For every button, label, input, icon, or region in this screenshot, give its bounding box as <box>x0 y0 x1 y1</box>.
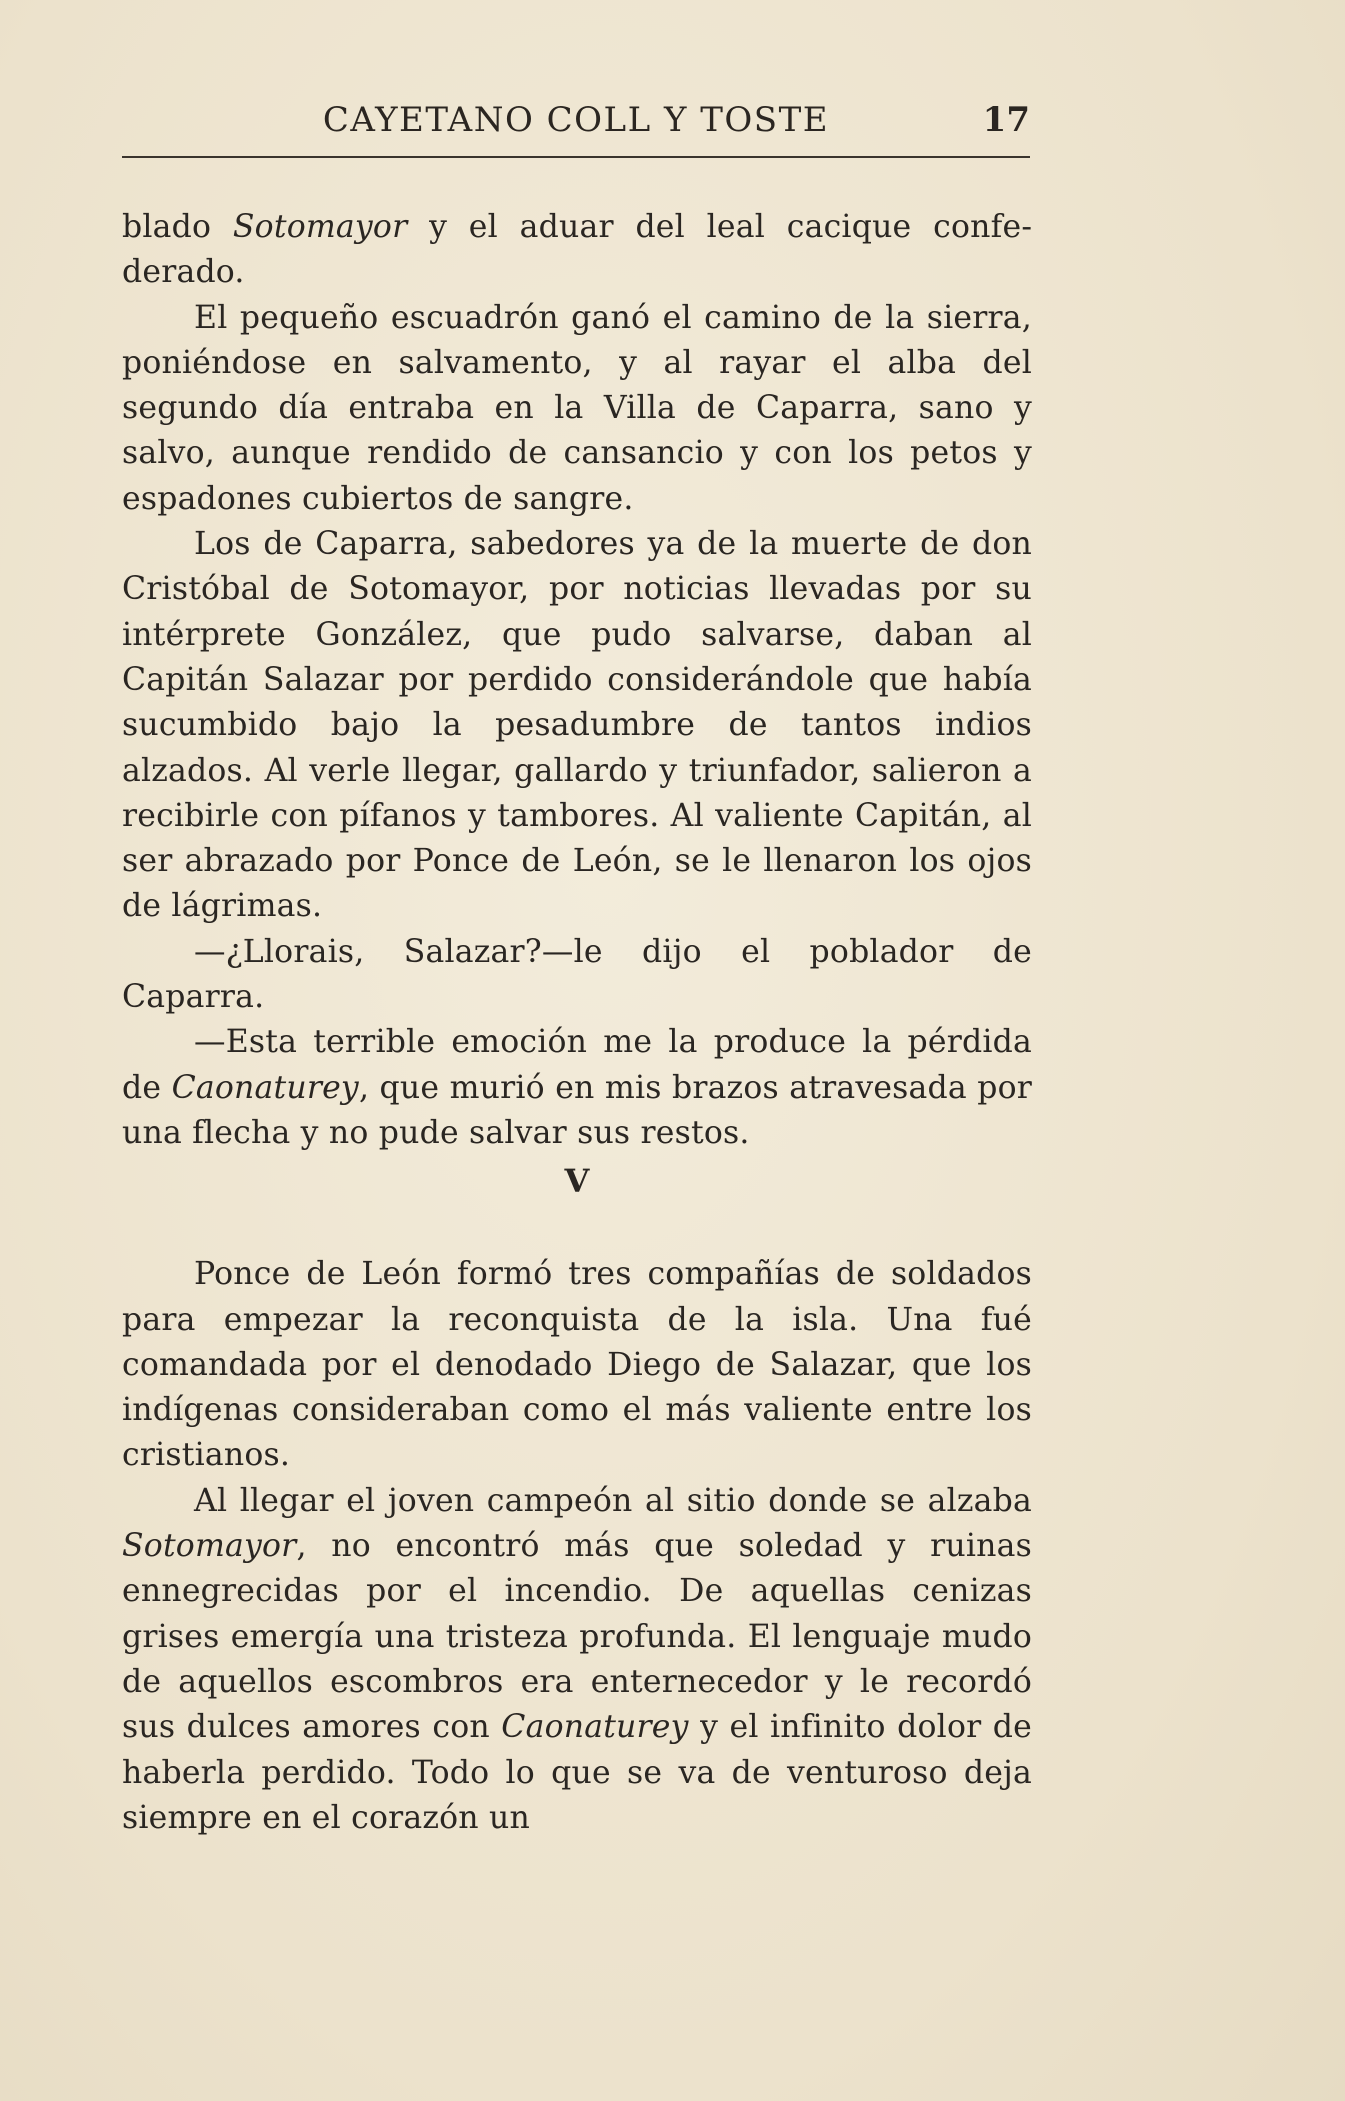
running-head: CAYETANO COLL Y TOSTE <box>322 100 830 140</box>
text-run: Al llegar el joven campeón al sitio donde se alzaba <box>194 1482 1032 1519</box>
text-run: —Esta terrible emoción me la produce la pérdida de <box>122 1024 1032 1106</box>
text-run: blado <box>122 209 233 245</box>
header-rule <box>122 156 1030 158</box>
paragraph: Los de Caparra, sabedores ya de la muerte de don Cristóbal de Sotomayor, por noticias llevadas por su intérprete González, que pudo salvarse, daban al Capitán Salazar por perdido considerándole que había sucumbido bajo la pesadumbre de tantos indios alzados. Al verle llegar, gallardo y triunfador, salieron a recibirle con pífanos y tambores. Al valiente Capitán, al ser abrazado por Ponce de León, se le llenaron los ojos de lágrimas. <box>122 526 1032 925</box>
page-header <box>122 92 1030 152</box>
body-text <box>122 205 1032 1841</box>
italic-place-name: Sotomayor <box>232 209 408 245</box>
page-number: 17 <box>982 100 1030 140</box>
italic-name: Caonaturey <box>501 1709 689 1746</box>
italic-place-name: Sotomayor <box>122 1528 297 1565</box>
text-run: y el infinito dolor de haberla perdido. Todo lo que se va de venturoso deja siempre en el corazón un <box>122 1709 1032 1836</box>
text-run: , que murió en mis brazos atravesada por una flecha y no pude salvar sus restos. <box>122 1069 1032 1151</box>
paragraph: Ponce de León formó tres compañías de soldados para empezar la reconquista de la isla. Una fué comandada por el denodado Diego de Salazar, que los indígenas consideraban como el más valiente entre los cristianos. <box>122 1256 1032 1474</box>
paragraph: El pequeño escuadrón ganó el camino de la sierra, poniéndose en salvamento, y al rayar el alba del segundo día entraba en la Villa de Caparra, sano y salvo, aunque rendido de cansancio y con los petos y espadones cubiertos de sangre. <box>122 299 1032 517</box>
dialogue-paragraph: —¿Llorais, Salazar?—le dijo el poblador de Caparra. <box>122 933 1032 1016</box>
text-run: y el aduar del leal cacique confederado. <box>122 209 1032 291</box>
text-run: , no encontró más que soledad y ruinas ennegrecidas por el incendio. De aquellas cenizas grises emergía una tristeza profunda. El lenguaje mudo de aquellos escombros era enternecedor y le recordó sus dulces amores con <box>122 1528 1032 1746</box>
paragraph-continuation <box>122 205 1032 296</box>
italic-name: Caonaturey <box>171 1069 359 1106</box>
dialogue-paragraph <box>122 1020 1032 1156</box>
section-heading: V <box>564 1162 590 1201</box>
paragraph <box>122 1479 1032 1841</box>
